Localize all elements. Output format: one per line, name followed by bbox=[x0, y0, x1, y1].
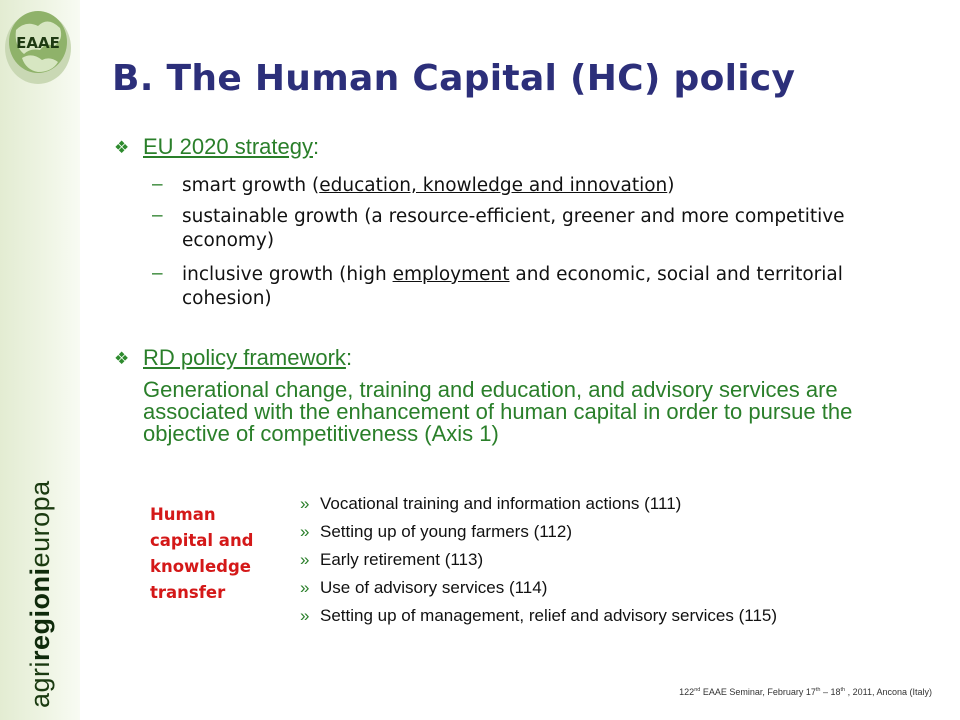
human-capital-label: Human capital and knowledge transfer bbox=[150, 505, 254, 602]
strategy-item-sustainable-growth: sustainable growth (a resource-efficient, greener and more competitive economy) bbox=[182, 206, 845, 251]
measure-item: » Use of advisory services (114) bbox=[300, 574, 777, 602]
dash-bullet: – bbox=[152, 174, 163, 195]
dash-bullet: – bbox=[152, 205, 163, 226]
section2-heading: RD policy framework: bbox=[143, 345, 353, 370]
footer-seminar-info: 122nd EAAE Seminar, February 17th – 18th , 2011, Ancona (Italy) bbox=[679, 687, 932, 697]
chevron-bullet-icon: » bbox=[300, 494, 310, 513]
diamond-bullet-icon: ❖ bbox=[114, 138, 130, 157]
left-sidebar bbox=[0, 0, 80, 720]
strategy-item-inclusive-growth: inclusive growth (high employment and economic, social and territorial cohesion) bbox=[182, 264, 843, 309]
sidebar-brand-text: agriregionieuropa bbox=[25, 480, 55, 708]
measures-list bbox=[300, 490, 777, 630]
chevron-bullet-icon: » bbox=[300, 606, 310, 625]
logo-lettering: EAAE bbox=[16, 34, 60, 52]
eaae-logo-icon bbox=[2, 2, 74, 86]
section1-heading: EU 2020 strategy: bbox=[143, 134, 320, 159]
measure-item: » Early retirement (113) bbox=[300, 546, 777, 574]
chevron-bullet-icon: » bbox=[300, 578, 310, 597]
measure-item: » Vocational training and information actions (111) bbox=[300, 490, 777, 518]
chevron-bullet-icon: » bbox=[300, 550, 310, 569]
diamond-bullet-icon: ❖ bbox=[114, 349, 130, 368]
strategy-item-smart-growth: smart growth (education, knowledge and innovation) bbox=[182, 175, 675, 196]
chevron-bullet-icon: » bbox=[300, 522, 310, 541]
measure-item: » Setting up of young farmers (112) bbox=[300, 518, 777, 546]
rd-policy-framework-link[interactable]: RD policy framework bbox=[143, 345, 346, 370]
rd-policy-paragraph: Generational change, training and education, and advisory services are associated with the enhancement of human capital in order to pursue the objective of competitiveness (Axis 1) bbox=[143, 377, 853, 446]
slide-title: B. The Human Capital (HC) policy bbox=[112, 58, 796, 99]
eu2020-strategy-link[interactable]: EU 2020 strategy bbox=[143, 134, 313, 159]
measure-item: » Setting up of management, relief and advisory services (115) bbox=[300, 602, 777, 630]
dash-bullet: – bbox=[152, 263, 163, 284]
